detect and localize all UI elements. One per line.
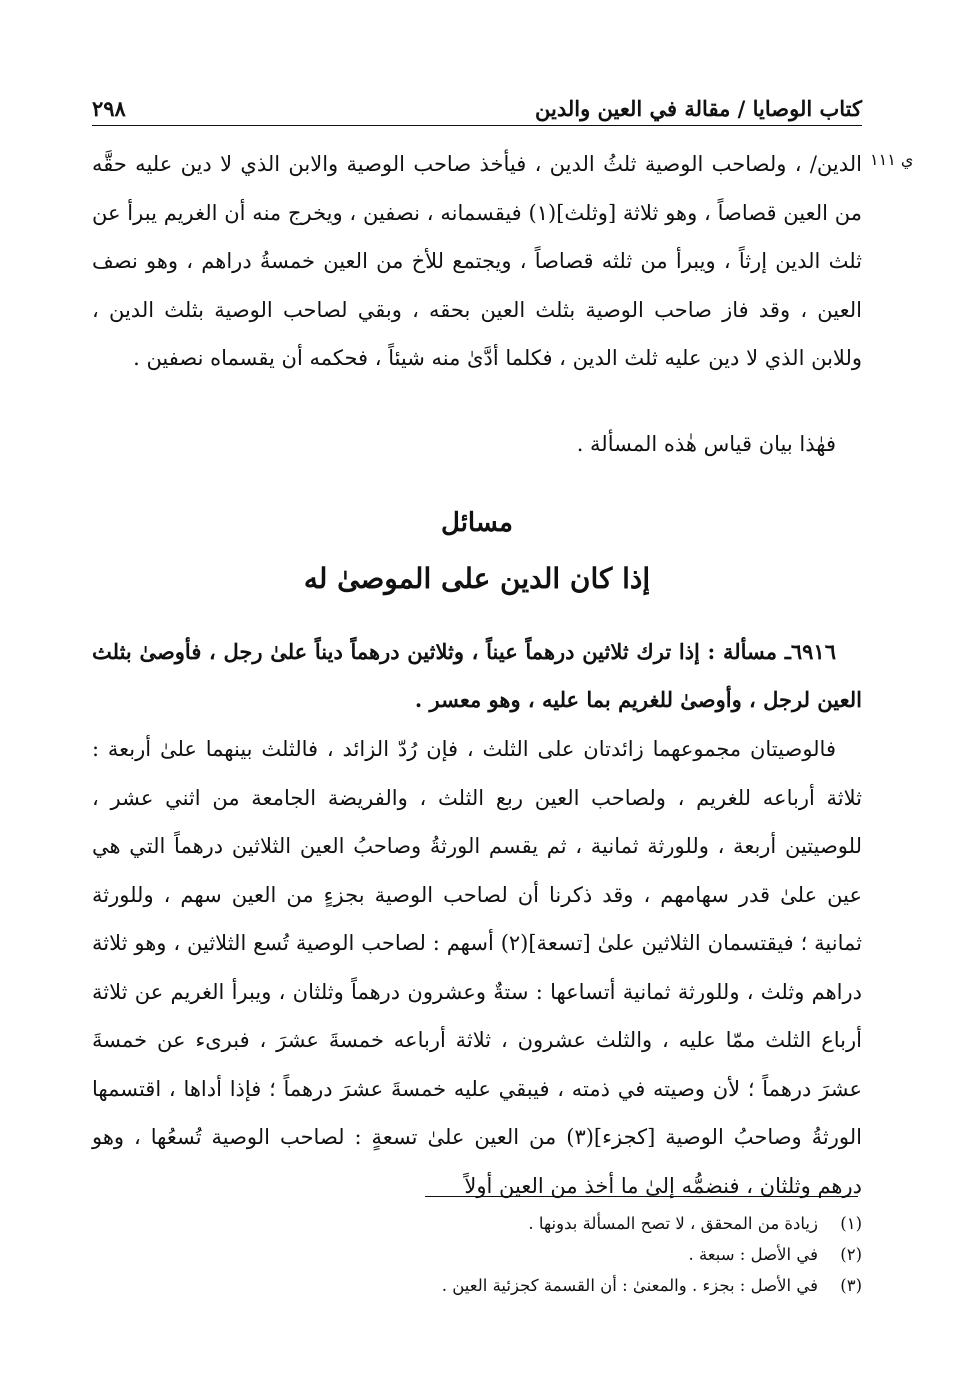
question-text: ٦٩١٦ـ مسألة : إذا ترك ثلاثين درهماً عيناً ، وثلاثين درهماً ديناً علىٰ رجل ، فأوصىٰ بثلث العين لرجل ، وأوصىٰ للغريم بما عليه ، وهو معسر . [92,639,862,712]
footnote-item [92,1239,862,1270]
footnotes [92,1208,862,1301]
footnote-item [92,1208,862,1239]
manuscript-folio-note: ي ١١١ [870,150,914,169]
footnote-number: (٣) [840,1276,862,1295]
closing-line-block [92,420,862,469]
question-paragraph [92,628,862,724]
opening-paragraph [92,140,862,383]
footnote-number: (٢) [840,1245,862,1264]
footnote-divider [425,1196,858,1197]
footnote-number: (١) [840,1214,862,1233]
closing-line: فهٰذا بيان قياس هٰذه المسألة . [576,432,836,456]
answer-paragraph [92,725,862,1210]
page-number: ٢٩٨ [92,96,126,121]
opening-paragraph-text: الدين/ ، ولصاحب الوصية ثلثُ الدين ، فيأخذ صاحب الوصية والابن الذي لا دين عليه حقَّه من العين قصاصاً ، وهو ثلاثة [وثلث](١) فيقسمانه ، نصفين ، ويخرج منه أن الغريم يبرأ عن ثلث الدين إرثاً ، ويبرأ من ثلثه قصاصاً ، ويجتمع للأخ من العين خمسةُ دراهم ، وهو نصف العين ، وقد فاز صاحب الوصية بثلث العين بحقه ، وبقي لصاحب الوصية بثلث الدين ، وللابن الذي لا دين عليه ثلث الدين ، فكلما أدَّىٰ منه شيئاً ، فحكمه أن يقسماه نصفين . [92,152,862,370]
footnote-text: في الأصل : سبعة . [688,1245,818,1264]
section-subheading: إذا كان الدين على الموصىٰ له [303,562,651,595]
section-heading: مسائل [441,508,513,538]
footnote-text: زيادة من المحقق ، لا تصح المسألة بدونها . [528,1214,818,1233]
footnote-text: في الأصل : بجزء . والمعنىٰ : أن القسمة كجزئية العين . [441,1276,818,1295]
page-header [92,90,862,126]
footnote-item [92,1270,862,1301]
running-title: كتاب الوصايا / مقالة في العين والدين [535,96,862,121]
answer-text: فالوصيتان مجموعهما زائدتان على الثلث ، فإن رُدّ الزائد ، فالثلث بينهما علىٰ أربعة : ثلاثة أرباعه للغريم ، ولصاحب العين ربع الثلث ، والفريضة الجامعة من اثني عشر ، للوصيتين أربعة ، وللورثة ثمانية ، ثم يقسم الورثةُ وصاحبُ العين الثلاثين درهماً التي هي عين علىٰ قدر سهامهم ، وقد ذكرنا أن لصاحب الوصية بجزءٍ من العين سهم ، وللورثة ثمانية ؛ فيقتسمان الثلاثين علىٰ [تسعة](٢) أسهم : لصاحب الوصية تُسع الثلاثين ، وهو ثلاثة دراهم وثلث ، وللورثة ثمانية أتساعها : ستةٌ وعشرون درهماً وثلثان ، ويبرأ الغريم عن ثلاثة أرباع الثلث ممّا عليه ، والثلث عشرون ، ثلاثة أرباعه خمسةَ عشرَ ، فبرىء عن خمسةَ عشرَ درهماً ؛ لأن وصيته في ذمته ، فيبقي عليه خمسةَ عشرَ درهماً ؛ فإذا أداها ، اقتسمها الورثةُ وصاحبُ الوصية [كجزء](٣) من العين علىٰ تسعةٍ : لصاحب الوصية تُسعُها ، وهو درهم وثلثان ، فنضمُّه إلىٰ ما أخذ من العين أولاً [92,737,862,1198]
